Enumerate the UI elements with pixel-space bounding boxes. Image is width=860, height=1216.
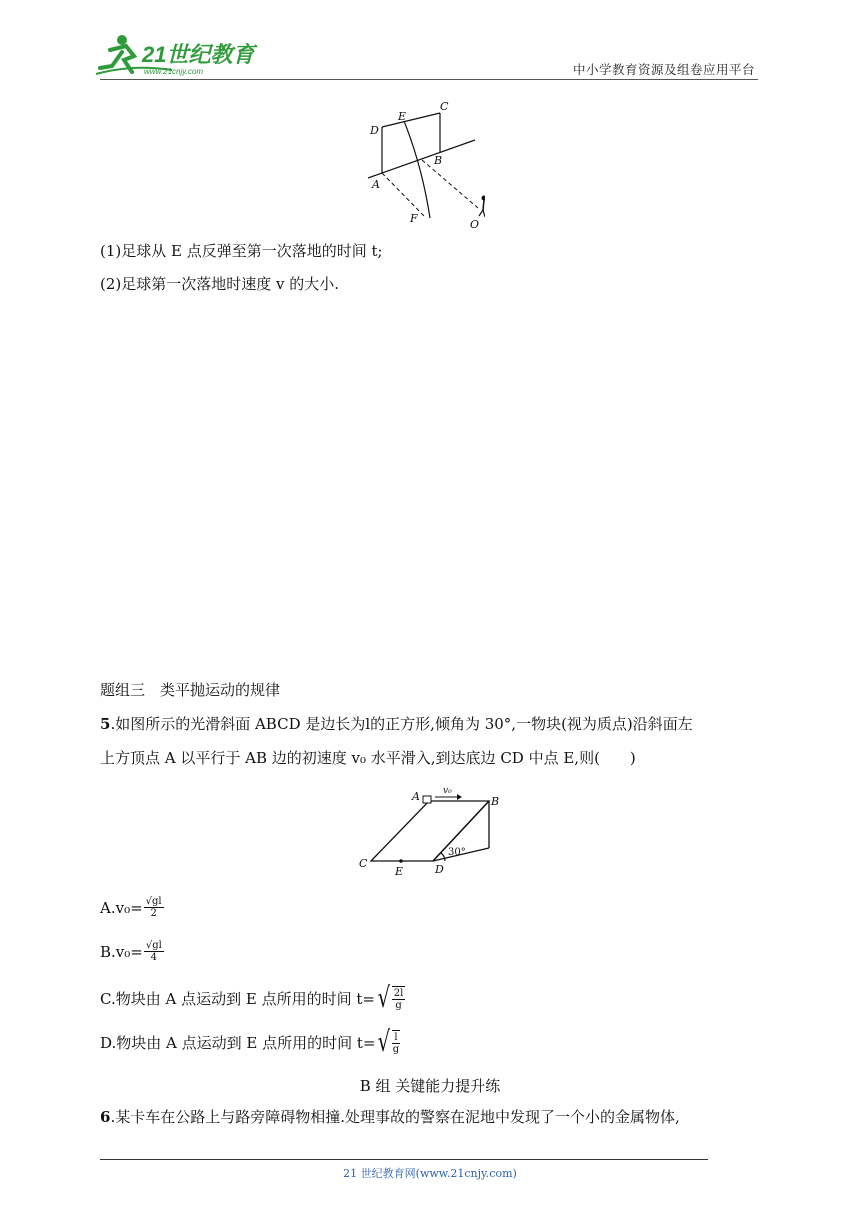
q5-option-c[interactable] — [100, 981, 405, 1014]
logo-runner-icon — [92, 30, 262, 78]
q5-option-b-prefix: B.v₀= — [100, 942, 143, 961]
q5-option-a-denominator: 2 — [150, 908, 157, 919]
q5-text1: .如图所示的光滑斜面 ABCD 是边长为l的正方形,倾角为 30°,一物块(视为质点)沿斜面左 — [110, 715, 693, 733]
q5-option-a[interactable] — [100, 896, 164, 919]
fig2-label-v0: v₀ — [443, 786, 452, 796]
fig2-label-c: C — [359, 857, 368, 870]
logo-text: 21世纪教育 — [142, 42, 255, 67]
fig2-angle: 30° — [448, 847, 466, 858]
fig2-label-d: D — [435, 863, 444, 876]
fig1-label-e: E — [398, 110, 407, 123]
figure-goal-rebound — [360, 96, 485, 236]
q5-option-c-prefix: C.物块由 A 点运动到 E 点所用的时间 t= — [100, 989, 375, 1008]
fig2-label-a: A — [412, 790, 420, 803]
q5-option-a-numerator: √gl — [145, 896, 162, 907]
q5-option-b-fraction — [144, 940, 164, 963]
q5-option-b-numerator: √gl — [145, 940, 162, 951]
q5-option-d[interactable] — [100, 1025, 400, 1058]
q5-number: 5 — [100, 715, 111, 733]
footer-divider — [100, 1159, 708, 1160]
fig1-label-b: B — [434, 154, 443, 167]
q5-option-d-sqrt: √ $\frac{l}{g}$ — [378, 1025, 400, 1058]
q5-option-c-sqrt: √ $\frac{2l}{g}$ — [377, 981, 404, 1014]
group-title: 题组三 类平抛运动的规律 — [100, 681, 281, 699]
section-b-title: B 组 关键能力提升练 — [359, 1077, 501, 1095]
q6-text: .某卡车在公路上与路旁障碍物相撞.处理事故的警察在泥地中发现了一个小的金属物体, — [110, 1108, 680, 1126]
q6-number: 6 — [100, 1108, 111, 1126]
fig1-label-o: O — [470, 218, 480, 231]
q6-line1 — [100, 1106, 680, 1128]
logo — [92, 30, 262, 78]
figure-incline-square — [355, 783, 505, 878]
q5-option-c-numerator: 2l — [393, 987, 404, 999]
q5-option-a-fraction — [144, 896, 164, 919]
q5-option-a-prefix: A.v₀= — [100, 898, 143, 917]
fig1-label-a: A — [372, 178, 380, 191]
header-platform-name: 中小学教育资源及组卷应用平台 — [572, 62, 755, 77]
q5-option-d-numerator: l — [394, 1031, 398, 1043]
fig2-label-e: E — [395, 865, 404, 878]
q4-part2: (2)足球第一次落地时速度 v 的大小. — [100, 275, 340, 293]
fig2-label-b: B — [491, 795, 500, 808]
q5-option-d-denominator: g — [392, 1043, 400, 1055]
fig1-label-c: C — [440, 100, 449, 113]
logo-url: www.21cnjy.com — [144, 67, 203, 76]
q5-option-b-denominator: 4 — [150, 952, 158, 963]
fig1-label-d: D — [370, 124, 379, 137]
q4-part1: (1)足球从 E 点反弹至第一次落地的时间 t; — [100, 242, 383, 260]
q5-line2: 上方顶点 A 以平行于 AB 边的初速度 v₀ 水平滑入,到达底边 CD 中点 E,则( ) — [100, 749, 636, 767]
q5-option-c-denominator: g — [395, 999, 402, 1011]
q5-option-b[interactable] — [100, 940, 164, 963]
footer-site-link[interactable]: 21 世纪教育网(www.21cnjy.com) — [343, 1167, 517, 1180]
header-divider — [100, 79, 758, 80]
q5-option-d-prefix: D.物块由 A 点运动到 E 点所用的时间 t= — [100, 1033, 376, 1052]
fig1-label-f: F — [410, 212, 418, 225]
q5-line1 — [100, 713, 693, 735]
